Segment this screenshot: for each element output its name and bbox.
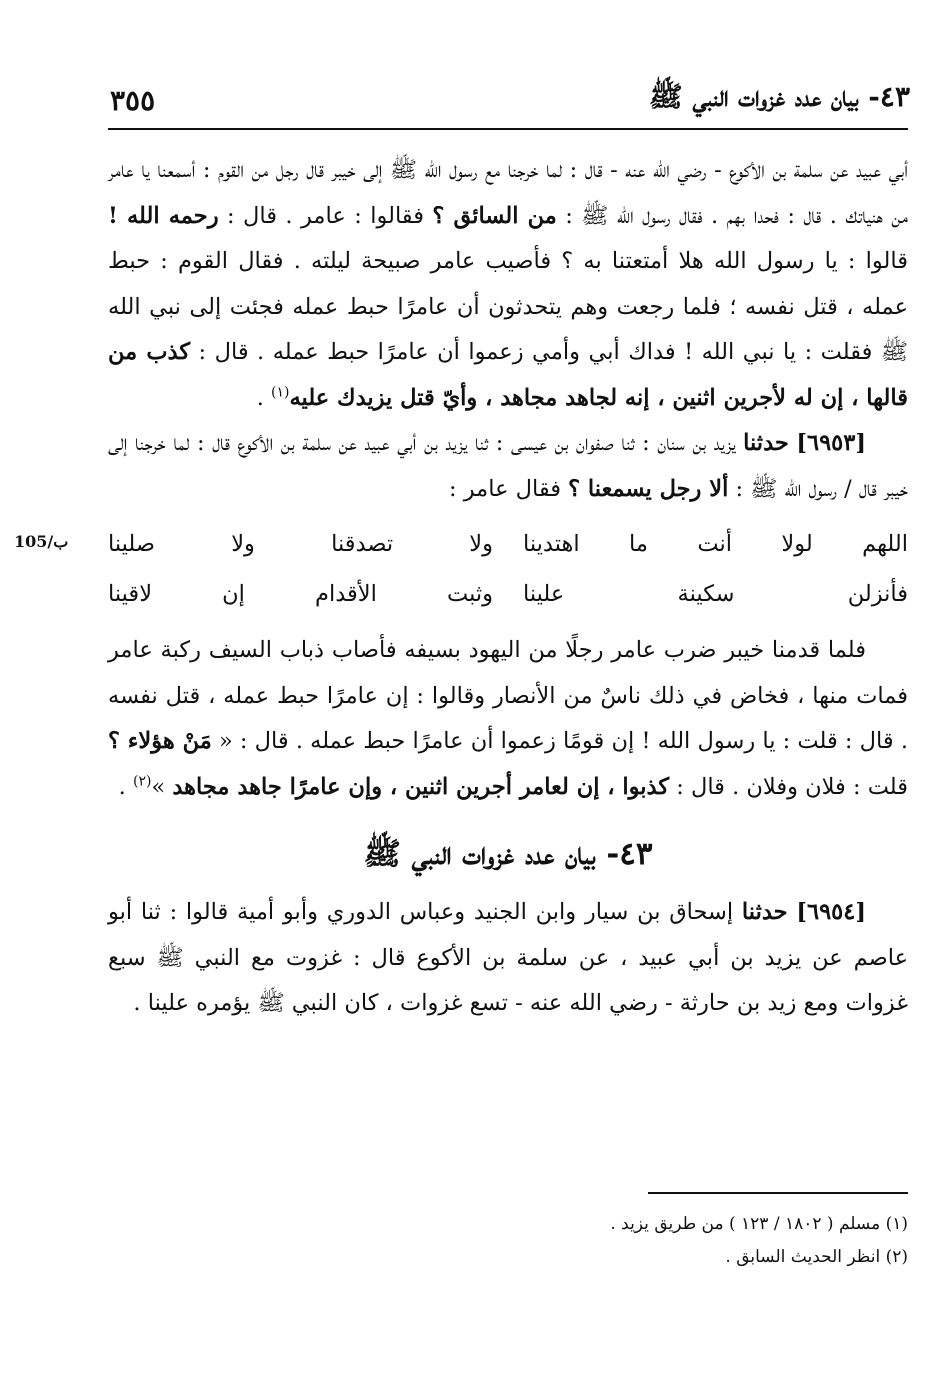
running-title: ٤٣- بيان عدد غزوات النبي ﷺ [648, 80, 910, 113]
poem-verse [108, 570, 908, 620]
footnotes [108, 1208, 908, 1274]
running-header [110, 80, 910, 120]
manuscript-folio-note: 105/ب [14, 532, 69, 551]
footnote-ref-1: (١) [271, 384, 290, 400]
paragraph-hadith-6954: [٦٩٥٤] حدثنا إسحاق بن سيار وابن الجنيد وعباس الدوري وأبو أمية قالوا : ثنا أبو عاصم عن يزيد بن أبي عبيد ، عن سلمة بن الأكوع قال : غزوت مع النبي ﷺ سبع غزوات ومع زيد بن حارثة - رضي الله عنه - تسع غزوات ، كان النبي ﷺ يؤمره علينا . [108, 899, 908, 1016]
poem-verse [108, 520, 908, 570]
paragraph-poem-aftermath: فلما قدمنا خيبر ضرب عامر رجلًا من اليهود بسيفه فأصاب ذباب السيف ركبة عامر فمات منها ، فخاض في ذلك ناسٌ من الأنصار وقالوا : إن عامرًا حبط عمله ، قتل نفسه . قال : قلت : يا رسول الله ! إن قومًا زعموا أن عامرًا حبط عمله . قال : « مَنْ هؤلاء ؟ قلت : فلان وفلان . قال : كذبوا ، إن لعامر أجرين اثنين ، وإن عامرًا جاهد مجاهد »$^{(٢)}$ . [108, 637, 908, 800]
paragraph-hadith-6953: [٦٩٥٣] حدثنا يزيد بن سنان : ثنا صفوان بن عيسى : ثنا يزيد بن أبي عبيد عن سلمة بن الأكوع قال : لما خرجنا إلى خيبر قال / رسول الله ﷺ : ألا رجل يسمعنا ؟ فقال عامر : [108, 430, 908, 502]
paragraph-hadith-continuation: أبي عبيد عن سلمة بن الأكوع - رضي الله عنه - قال : لما خرجنا مع رسول الله ﷺ إلى خيبر قال رجل من القوم : أسمعنا يا عامر من هنياتك . قال : فحدا بهم . فقال رسول الله ﷺ : من السائق ؟ فقالوا : عامر . قال : رحمه الله ! قالوا : يا رسول الله هلا أمتعتنا به ؟ فأصيب عامر صبيحة ليلته . فقال القوم : حبط عمله ، قتل نفسه ؛ فلما رجعت وهم يتحدثون أن عامرًا حبط عمله فجئت إلى نبي الله ﷺ فقلت : يا نبي الله ! فداك أبي وأمي زعموا أن عامرًا حبط عمله . قال : كذب من قالها ، إن له لأجرين اثنين ، إنه لجاهد مجاهد ، وأيّ قتل يزيدك عليه$^{(١)}$ . [108, 157, 908, 411]
main-text [108, 148, 908, 1027]
footnote-1: (١) مسلم ( ١٨٠٢ / ١٢٣ ) من طريق يزيد . [610, 1214, 908, 1234]
footnote-2: (٢) انظر الحديث السابق . [725, 1247, 908, 1267]
hemistich-left: وثبت الأقدام إن لاقينا [108, 581, 493, 608]
footnote-ref-2: (٢) [132, 773, 152, 789]
chapter-heading: ٤٣- بيان عدد غزوات النبي ﷺ [363, 836, 653, 872]
hemistich-right: فأنزلن سكينة علينا [523, 581, 908, 608]
header-rule [108, 128, 908, 130]
footnote-rule [648, 1192, 908, 1194]
hemistich-left: ولا تصدقنا ولا صلينا [108, 531, 493, 558]
page-number: ٣٥٥ [110, 83, 156, 117]
hemistich-right: اللهم لولا أنت ما اهتدينا [523, 531, 908, 558]
poem [108, 520, 908, 620]
